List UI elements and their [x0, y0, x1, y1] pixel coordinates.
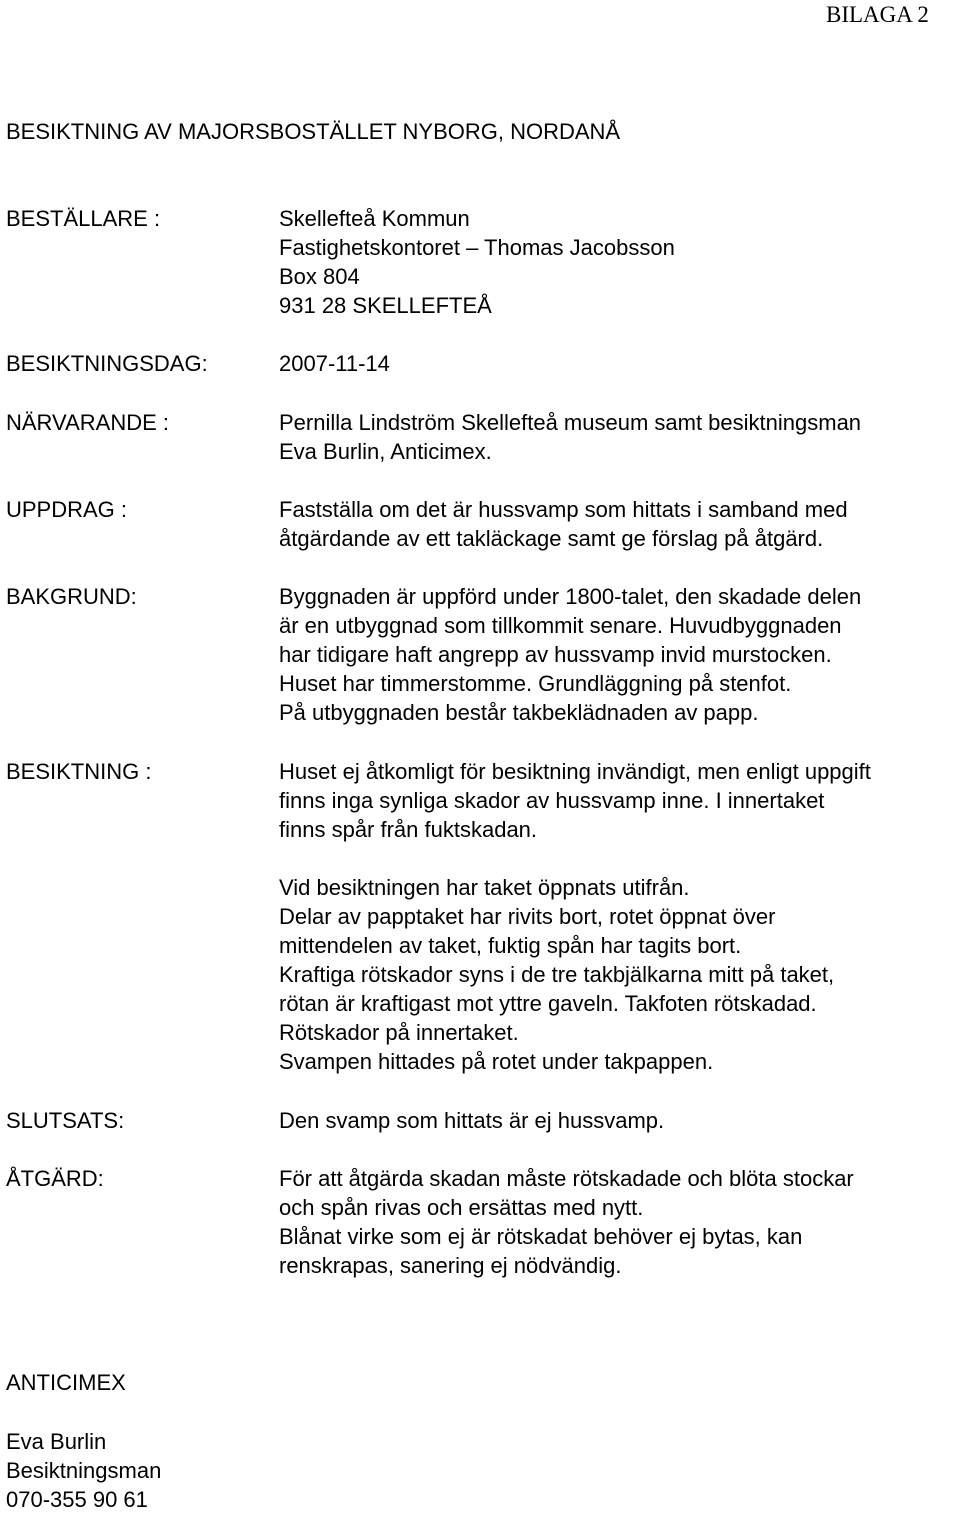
client-line: 931 28 SKELLEFTEÅ [279, 293, 492, 318]
present-label: NÄRVARANDE : [6, 410, 170, 435]
signature-role: Besiktningsman [6, 1458, 162, 1483]
signature-company: ANTICIMEX [6, 1370, 126, 1395]
action-line: och spån rivas och ersättas med nytt. [279, 1195, 644, 1220]
inspection-line: Kraftiga rötskador syns i de tre takbjälkarna mitt på taket, [279, 962, 835, 987]
document-title: BESIKTNING AV MAJORSBOSTÄLLET NYBORG, NORDANÅ [6, 119, 621, 144]
inspection-date-label: BESIKTNINGSDAG: [6, 351, 208, 376]
action-line: Blånat virke som ej är rötskadat behöver ej bytas, kan [279, 1224, 803, 1249]
client-label: BESTÄLLARE : [6, 206, 161, 231]
action-line: renskrapas, sanering ej nödvändig. [279, 1253, 622, 1278]
conclusion-value: Den svamp som hittats är ej hussvamp. [279, 1108, 665, 1133]
assignment-line: åtgärdande av ett takläckage samt ge förslag på åtgärd. [279, 526, 824, 551]
client-line: Skellefteå Kommun [279, 206, 470, 231]
background-line: På utbyggnaden består takbeklädnaden av papp. [279, 700, 759, 725]
inspection-line: rötan är kraftigast mot yttre gaveln. Takfoten rötskadad. [279, 991, 817, 1016]
present-line: Pernilla Lindström Skellefteå museum samt besiktningsman [279, 410, 862, 435]
action-label: ÅTGÄRD: [6, 1166, 104, 1191]
background-line: Byggnaden är uppförd under 1800-talet, den skadade delen [279, 584, 862, 609]
conclusion-label: SLUTSATS: [6, 1108, 125, 1133]
inspection-line: finns inga synliga skador av hussvamp inne. I innertaket [279, 788, 825, 813]
inspection-line: finns spår från fuktskadan. [279, 817, 538, 842]
attachment-label: BILAGA 2 [826, 2, 929, 27]
background-line: har tidigare haft angrepp av hussvamp invid murstocken. [279, 642, 832, 667]
signature-phone: 070-355 90 61 [6, 1487, 148, 1512]
inspection-date-value: 2007-11-14 [279, 351, 390, 376]
inspection-line: Huset ej åtkomligt för besiktning invändigt, men enligt uppgift [279, 759, 871, 784]
inspection-line: Rötskador på innertaket. [279, 1020, 519, 1045]
inspection-line: Svampen hittades på rotet under takpappen. [279, 1049, 714, 1074]
signature-name: Eva Burlin [6, 1429, 107, 1454]
present-line: Eva Burlin, Anticimex. [279, 439, 492, 464]
assignment-line: Fastställa om det är hussvamp som hittats i samband med [279, 497, 848, 522]
inspection-line: Vid besiktningen har taket öppnats utifrån. [279, 875, 690, 900]
client-line: Fastighetskontoret – Thomas Jacobsson [279, 235, 675, 260]
action-line: För att åtgärda skadan måste rötskadade och blöta stockar [279, 1166, 854, 1191]
background-line: är en utbyggnad som tillkommit senare. Huvudbyggnaden [279, 613, 842, 638]
assignment-label: UPPDRAG : [6, 497, 128, 522]
background-label: BAKGRUND: [6, 584, 137, 609]
inspection-line: Delar av papptaket har rivits bort, rotet öppnat över [279, 904, 776, 929]
inspection-line: mittendelen av taket, fuktig spån har tagits bort. [279, 933, 742, 958]
client-line: Box 804 [279, 264, 360, 289]
background-line: Huset har timmerstomme. Grundläggning på stenfot. [279, 671, 792, 696]
inspection-label: BESIKTNING : [6, 759, 152, 784]
